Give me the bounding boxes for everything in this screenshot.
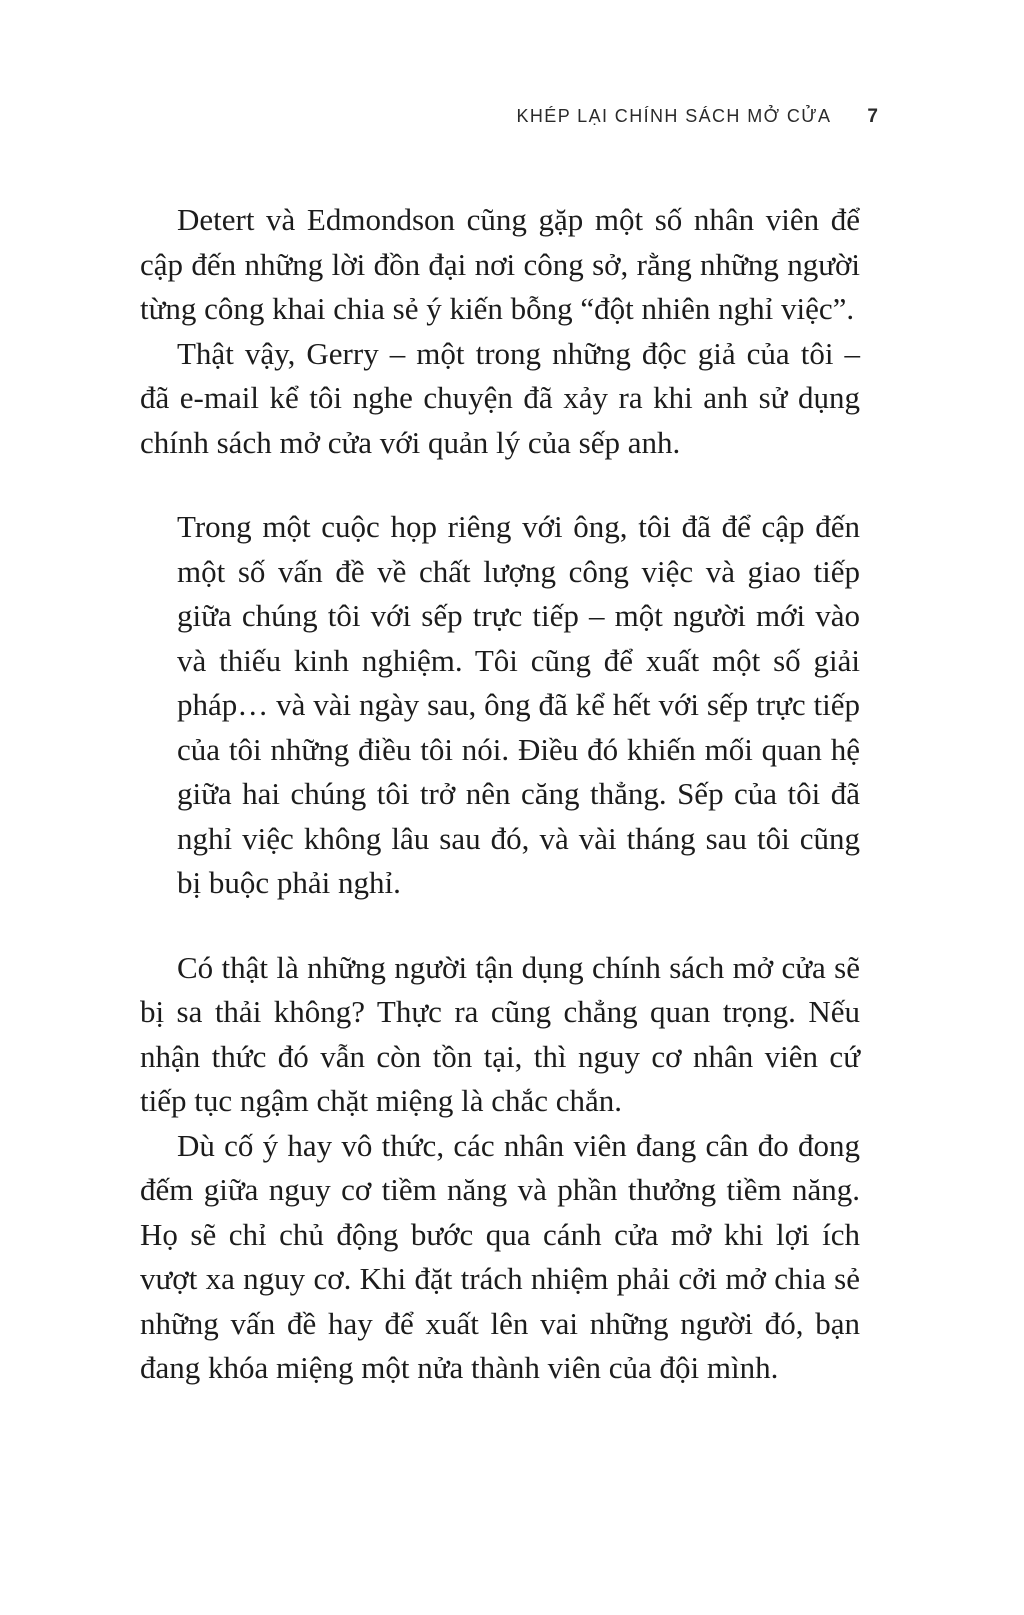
block-quote: Trong một cuộc họp riêng với ông, tôi đã để cập đến một số vấn đề về chất lượng công việc và giao tiếp giữa chúng tôi với sếp trực tiếp – một người mới vào và thiếu kinh nghiệm. Tôi cũng để xuất một số giải pháp… và vài ngày sau, ông đã kể hết với sếp trực tiếp của tôi những điều tôi nói. Điều đó khiến mối quan hệ giữa hai chúng tôi trở nên căng thẳng. Sếp của tôi đã nghỉ việc không lâu sau đó, và vài tháng sau tôi cũng bị buộc phải nghỉ. (177, 509, 860, 900)
paragraph: Thật vậy, Gerry – một trong những độc giả của tôi – đã e-mail kể tôi nghe chuyện đã xảy ra khi anh sử dụng chính sách mở cửa với quản lý của sếp anh. (140, 335, 860, 460)
page-number: 7 (867, 106, 878, 127)
running-header (516, 106, 878, 128)
paragraph: Dù cố ý hay vô thức, các nhân viên đang cân đo đong đếm giữa nguy cơ tiềm năng và phần thưởng tiềm năng. Họ sẽ chỉ chủ động bước qua cánh cửa mở khi lợi ích vượt xa nguy cơ. Khi đặt trách nhiệm phải cởi mở chia sẻ những vấn đề hay để xuất lên vai những người đó, bạn đang khóa miệng một nửa thành viên của đội mình. (140, 1127, 860, 1385)
paragraph: Detert và Edmondson cũng gặp một số nhân viên để cập đến những lời đồn đại nơi công sở, rằng những người từng công khai chia sẻ ý kiến bỗng “đột nhiên nghỉ việc”. (140, 202, 860, 326)
body-text (140, 198, 860, 1391)
chapter-title: KHÉP LẠI CHÍNH SÁCH MỞ CỬA (516, 106, 832, 126)
paragraph: Có thật là những người tận dụng chính sách mở cửa sẽ bị sa thải không? Thực ra cũng chẳng quan trọng. Nếu nhận thức đó vẫn còn tồn tại, thì nguy cơ nhân viên cứ tiếp tục ngậm chặt miệng là chắc chắn. (140, 949, 860, 1118)
